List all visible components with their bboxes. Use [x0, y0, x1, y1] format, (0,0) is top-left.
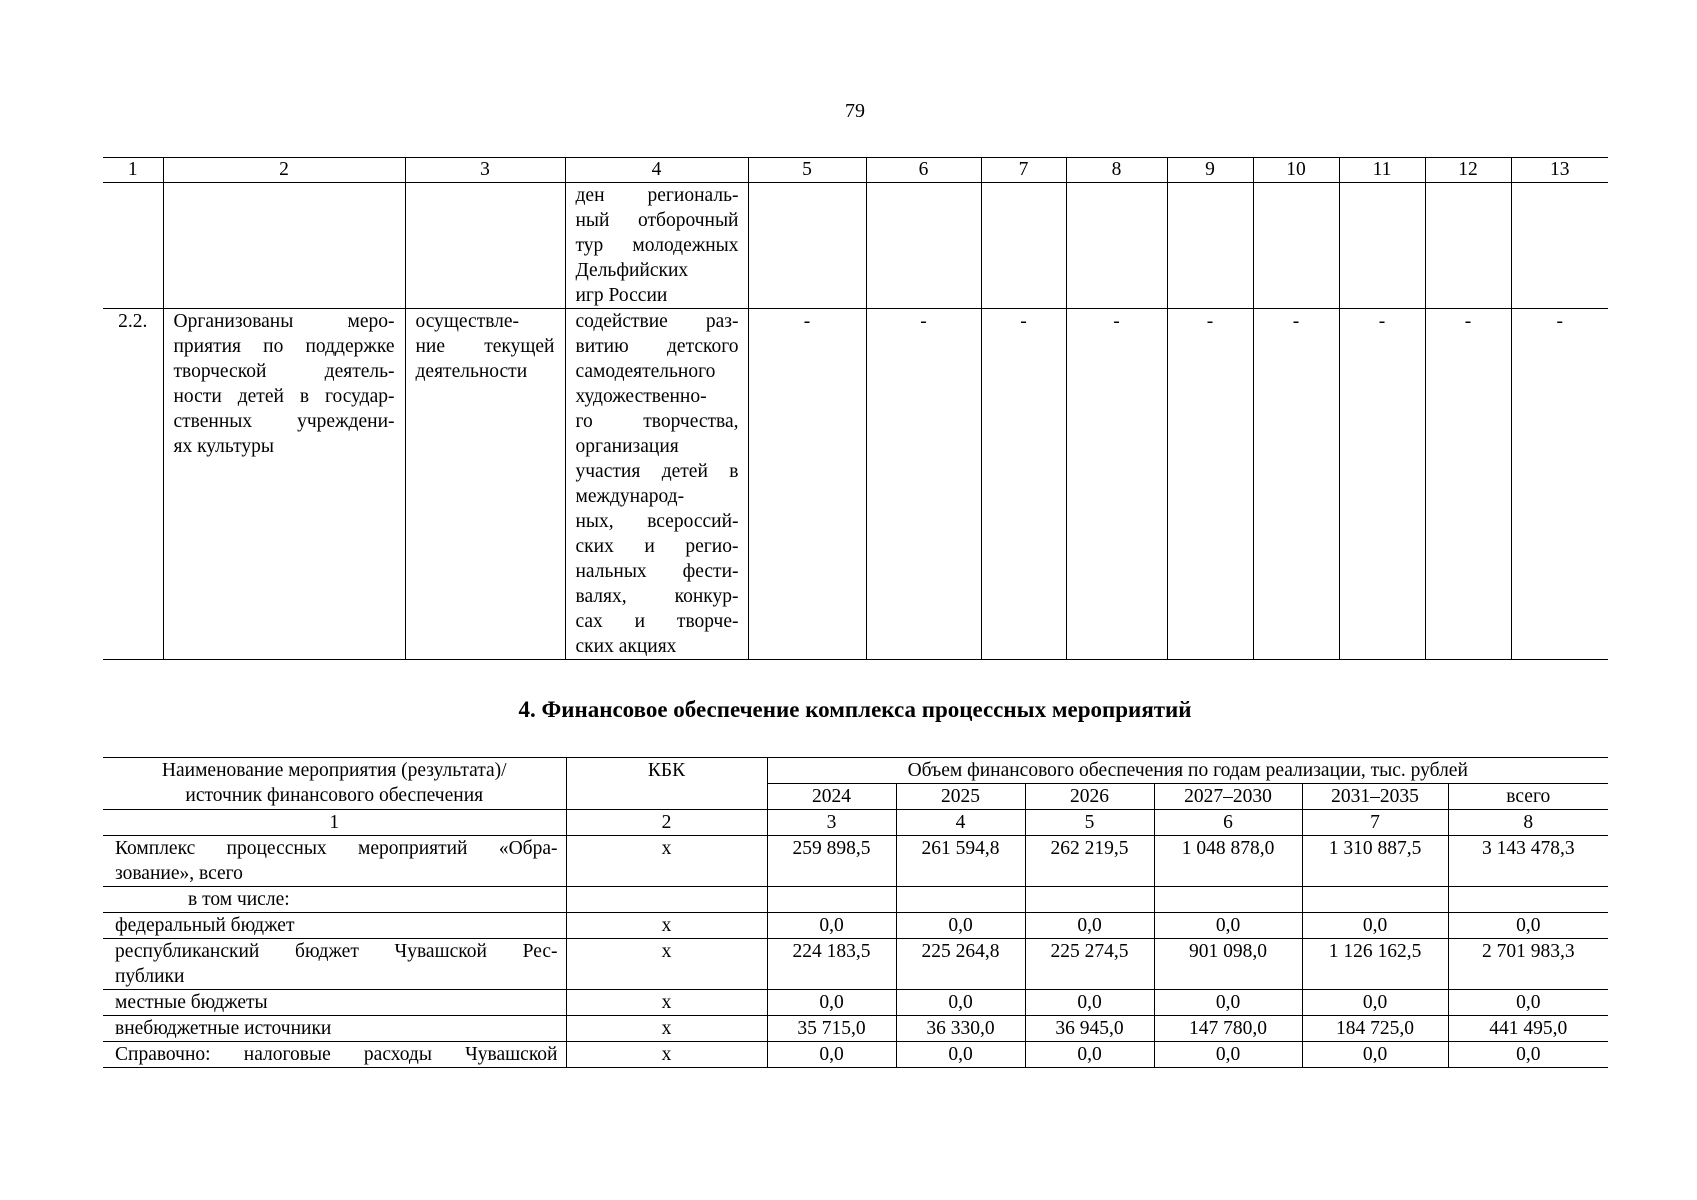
row-name: внебюджетные источники	[103, 1016, 566, 1042]
table-row	[103, 1016, 1608, 1042]
column-number: 5	[748, 158, 866, 183]
column-number: 2	[163, 158, 405, 183]
column-number-row	[103, 158, 1608, 183]
value-cell	[1025, 887, 1154, 913]
value-cell: -	[1167, 309, 1253, 660]
value-cell: 0,0	[1448, 1042, 1608, 1068]
column-number: 6	[1154, 810, 1302, 836]
column-number: 11	[1339, 158, 1425, 183]
measure-description: содействие раз- витию детского самодеятельного художественно- го творчества, организация участия детей в международ- ных, всероссий- ских и регио- нальных фести- валях, конкур- сах и творче- ских акциях	[565, 309, 748, 660]
column-number: 8	[1448, 810, 1608, 836]
value-cell: 36 945,0	[1025, 1016, 1154, 1042]
table-row	[103, 887, 1608, 913]
value-cell: 0,0	[1448, 990, 1608, 1016]
finance-table	[103, 757, 1608, 1068]
header-year: 2027–2030	[1154, 784, 1302, 810]
measure-name: Организованы меро- приятия по поддержке творческой деятель- ности детей в государ- ственных учреждени- ях культуры	[163, 309, 405, 660]
value-cell: -	[866, 309, 981, 660]
value-cell: 0,0	[1025, 913, 1154, 939]
column-number: 4	[565, 158, 748, 183]
table-row	[103, 836, 1608, 887]
value-cell: 0,0	[896, 913, 1025, 939]
value-cell: -	[748, 309, 866, 660]
value-cell: 0,0	[767, 1042, 896, 1068]
column-number: 10	[1253, 158, 1339, 183]
row-kbk: х	[566, 913, 767, 939]
column-number: 1	[103, 158, 163, 183]
row-kbk: х	[566, 1042, 767, 1068]
value-cell: 0,0	[767, 990, 896, 1016]
row-name: местные бюджеты	[103, 990, 566, 1016]
value-cell: -	[1253, 309, 1339, 660]
column-number: 4	[896, 810, 1025, 836]
table-row	[103, 939, 1608, 990]
value-cell: -	[1425, 309, 1511, 660]
value-cell: 1 048 878,0	[1154, 836, 1302, 887]
value-cell: 0,0	[1025, 1042, 1154, 1068]
value-cell: 35 715,0	[767, 1016, 896, 1042]
value-cell: 184 725,0	[1302, 1016, 1448, 1042]
value-cell: 0,0	[896, 990, 1025, 1016]
value-cell: 0,0	[1154, 913, 1302, 939]
row-kbk	[566, 887, 767, 913]
value-cell	[1302, 887, 1448, 913]
value-cell: 259 898,5	[767, 836, 896, 887]
value-cell: 225 264,8	[896, 939, 1025, 990]
value-cell: 901 098,0	[1154, 939, 1302, 990]
header-name: Наименование мероприятия (результата)/ источник финансового обеспечения	[103, 758, 566, 810]
value-cell	[1448, 887, 1608, 913]
table-row	[103, 309, 1608, 660]
continuation-row	[103, 183, 1608, 309]
column-number-row	[103, 810, 1608, 836]
row-kbk: х	[566, 1016, 767, 1042]
page-number: 79	[845, 100, 865, 122]
value-cell: 0,0	[896, 1042, 1025, 1068]
header-year: 2031–2035	[1302, 784, 1448, 810]
header-volume: Объем финансового обеспечения по годам реализации, тыс. рублей	[767, 758, 1608, 784]
value-cell: 441 495,0	[1448, 1016, 1608, 1042]
column-number: 5	[1025, 810, 1154, 836]
table-row	[103, 913, 1608, 939]
value-cell: -	[981, 309, 1066, 660]
value-cell: 147 780,0	[1154, 1016, 1302, 1042]
header-year: 2024	[767, 784, 896, 810]
value-cell	[896, 887, 1025, 913]
value-cell: 0,0	[1154, 990, 1302, 1016]
value-cell: 3 143 478,3	[1448, 836, 1608, 887]
value-cell: 224 183,5	[767, 939, 896, 990]
value-cell: 0,0	[1302, 1042, 1448, 1068]
column-number: 6	[866, 158, 981, 183]
value-cell: 261 594,8	[896, 836, 1025, 887]
value-cell: 0,0	[767, 913, 896, 939]
value-cell: 2 701 983,3	[1448, 939, 1608, 990]
header-kbk: КБК	[566, 758, 767, 810]
row-kbk: х	[566, 990, 767, 1016]
value-cell: 225 274,5	[1025, 939, 1154, 990]
row-name: Справочно: налоговые расходы Чувашской	[103, 1042, 566, 1068]
header-year: 2026	[1025, 784, 1154, 810]
column-number: 9	[1167, 158, 1253, 183]
column-number: 3	[767, 810, 896, 836]
header-row	[103, 758, 1608, 784]
row-name: федеральный бюджет	[103, 913, 566, 939]
column-number: 7	[981, 158, 1066, 183]
row-name: республиканский бюджет Чувашской Рес- публики	[103, 939, 566, 990]
value-cell: 0,0	[1025, 990, 1154, 1016]
row-name: в том числе:	[103, 887, 566, 913]
value-cell: -	[1511, 309, 1608, 660]
value-cell	[767, 887, 896, 913]
value-cell: -	[1066, 309, 1167, 660]
value-cell: 262 219,5	[1025, 836, 1154, 887]
column-number: 3	[405, 158, 565, 183]
value-cell: -	[1339, 309, 1425, 660]
column-number: 13	[1511, 158, 1608, 183]
value-cell	[1154, 887, 1302, 913]
value-cell: 0,0	[1154, 1042, 1302, 1068]
row-name: Комплекс процессных мероприятий «Обра- зование», всего	[103, 836, 566, 887]
value-cell: 36 330,0	[896, 1016, 1025, 1042]
value-cell: 1 310 887,5	[1302, 836, 1448, 887]
value-cell: 1 126 162,5	[1302, 939, 1448, 990]
column-number: 2	[566, 810, 767, 836]
row-kbk: х	[566, 836, 767, 887]
measure-type: осуществле- ние текущей деятельности	[405, 309, 565, 660]
value-cell: 0,0	[1302, 990, 1448, 1016]
row-number: 2.2.	[103, 309, 163, 660]
row-kbk: х	[566, 939, 767, 990]
measures-table	[103, 157, 1608, 660]
header-year: всего	[1448, 784, 1608, 810]
column-number: 8	[1066, 158, 1167, 183]
value-cell: 0,0	[1448, 913, 1608, 939]
value-cell: 0,0	[1302, 913, 1448, 939]
table-row	[103, 1042, 1608, 1068]
header-year: 2025	[896, 784, 1025, 810]
column-number: 1	[103, 810, 566, 836]
continuation-description: ден региональ- ный отборочный тур молодежных Дельфийских игр России	[565, 183, 748, 309]
column-number: 7	[1302, 810, 1448, 836]
column-number: 12	[1425, 158, 1511, 183]
section-title: 4. Финансовое обеспечение комплекса процессных мероприятий	[518, 697, 1192, 722]
table-row	[103, 990, 1608, 1016]
